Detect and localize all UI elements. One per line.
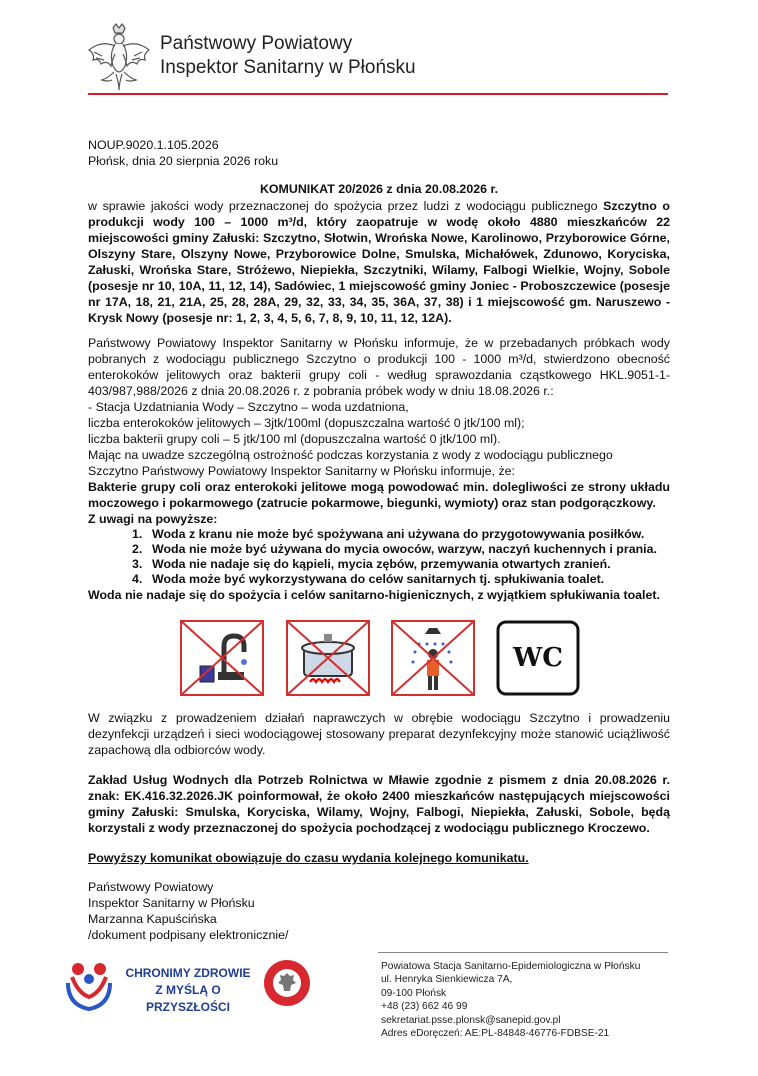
header-title-line1: Państwowy Powiatowy	[160, 33, 353, 54]
footer-divider	[378, 952, 668, 953]
body-findings	[88, 335, 670, 603]
header-title-line2: Inspektor Sanitarny w Płońsku	[160, 57, 416, 78]
wc-label: WC	[513, 643, 563, 673]
komunikat-title: KOMUNIKAT 20/2026 z dnia 20.08.2026 r.	[259, 182, 499, 196]
rule-item: 4. Woda może być wykorzystywana do celów sanitarnych tj. spłukiwania toalet.	[132, 572, 605, 586]
sample-point: - Stacja Uzdatniania Wody – Szczytno – woda uzdatniona,	[88, 400, 409, 414]
signature-line4: /dokument podpisany elektronicznie/	[88, 928, 289, 942]
footer-phone: +48 (23) 662 46 99	[381, 1001, 468, 1013]
slogan-line1: CHRONIMY ZDROWIE	[125, 966, 251, 980]
no-washing-pot-icon	[286, 620, 370, 696]
no-shower-icon	[391, 620, 475, 696]
enterococci-result: liczba enterokoków jelitowych – 3jtk/100ml (dopuszczalna wartość 0 jtk/100 ml);	[88, 416, 525, 430]
reference-number: NOUP.9020.1.105.2026	[88, 138, 219, 152]
slogan-line2: Z MYŚLĄ O PRZYSZŁOŚCI	[145, 983, 230, 1014]
footer-email[interactable]: sekretariat.psse.plonsk@sanepid.gov.pl	[381, 1014, 561, 1026]
document-meta	[88, 137, 278, 169]
rule-item: 3. Woda nie nadaje się do kąpieli, mycia zębów, przemywania otwartych zranień.	[132, 557, 611, 571]
validity-text: Powyższy komunikat obowiązuje do czasu wydania kolejnego komunikatu.	[88, 851, 529, 865]
place-date: Płońsk, dnia 20 sierpnia 2026 roku	[88, 154, 279, 168]
caution-line1: Mając na uwadze szczególną ostrożność podczas korzystania z wody z wodociągu publicznego	[88, 448, 613, 462]
footer-street: ul. Henryka Sienkiewicza 7A,	[381, 974, 513, 986]
signature-line3: Marzanna Kapuścińska	[88, 912, 217, 926]
signature-line1: Państwowy Powiatowy	[88, 880, 214, 894]
health-warning: Bakterie grupy coli oraz enterokoki jelitowe mogą powodować min. dolegliwości ze strony układu moczowego i pokarmowego (zatrucie pokarmowe, biegunki, wymioty) oraz stan podgorączkowy.	[88, 480, 670, 510]
alternate-supply-paragraph: Zakład Usług Wodnych dla Potrzeb Rolnictwa w Mławie zgodnie z pismem z dnia 20.08.2026 r. znak: EK.416.32.2026.JK poinformował, że około 2400 mieszkańców następujących miejscowości gminy Załuski: Smulska, Koryciska, Wilamy, Wojny, Falbogi, Niepiekła, Załuski, Sobole, będą korzystali z wody przeznaczonej do spożycia pochodzącej z wodociągu publicznego Kroczewo.	[88, 773, 670, 835]
header-title	[160, 32, 416, 80]
footer-postcode: 09-100 Płońsk	[381, 987, 447, 999]
signature-line2: Inspektor Sanitarny w Płońsku	[88, 896, 255, 910]
findings-paragraph: Państwowy Powiatowy Inspektor Sanitarny w Płońsku informuje, że w przebadanych próbkach wody pobranych z wodociągu publicznego Szczytno o produkcji 100 - 1000 m³/d, stwierdzono obecność enterokoków jelitowych oraz bakterii grupy coli - według sprawozdania cząstkowego HKL.9051-1-403/987,988/2026 z dnia 20.08.2026 r. z pobrania próbek wody w dniu 18.08.2026 r.:	[88, 336, 670, 398]
eagle-emblem-icon	[86, 22, 152, 92]
signature-block	[88, 879, 288, 943]
validity-notice	[88, 850, 670, 866]
wc-allowed-icon	[496, 620, 580, 696]
no-drinking-tap-icon	[180, 620, 264, 696]
intro-bold: Szczytno o produkcji wody 100 – 1000 m³/d, który zaopatruje w wodę około 4880 mieszkańców 22 miejscowości gminy Załuski: Szczytno, Słotwin, Wrońska Nowe, Karolinowo, Przyborowice Górne, Olszyny Stare, Olszyny Nowe, Przyborowice Dolne, Smulska, Michałówek, Zdunowo, Koryciska, Załuski, Wrońska Stare, Stróżewo, Niepiekła, Szczytniki, Wilamy, Falbogi Wielkie, Wojny, Sobole (posesje nr 10, 10A, 11, 12, 14), Sadówiec, 1 miejscowość gminy Joniec - Proboszczewice (posesje nr 17A, 18, 21, 21A, 25, 28, 28A, 29, 32, 33, 34, 35, 36A, 37, 38) i 1 miejscowość gm. Naruszewo - Krysk Nowy (posesje nr: 1, 2, 3, 4, 5, 6, 7, 8, 9, 10, 11, 12, 12A).	[88, 199, 670, 325]
usage-summary: Woda nie nadaje się do spożycia i celów sanitarno-higienicznych, z wyjątkiem spłukiwania toalet.	[88, 588, 660, 602]
rule-item: 2. Woda nie może być używana do mycia owoców, warzyw, naczyń kuchennych i prania.	[132, 542, 657, 556]
intro-normal: w sprawie jakości wody przeznaczonej do spożycia przez ludzi z wodociągu publicznego	[88, 199, 604, 213]
disinfection-paragraph: W związku z prowadzeniem działań naprawczych w obrębie wodociągu Szczytno i prowadzeniu dezynfekcji urządzeń i sieci wodociągowej stosowany preparat dezynfekcyjny może stanowić uciążliwość zapachową dla odbiorców wody.	[88, 711, 670, 757]
rule-item: 1. Woda z kranu nie może być spożywana ani używana do przygotowywania posiłków.	[132, 527, 645, 541]
rules-list	[88, 527, 670, 587]
footer-org: Powiatowa Stacja Sanitarno-Epidemiologiczna w Płońsku	[381, 961, 641, 972]
komunikat-intro	[88, 198, 670, 326]
coliform-result: liczba bakterii grupy coli – 5 jtk/100 ml (dopuszczalna wartość 0 jtk/100 ml).	[88, 432, 501, 446]
sanitary-inspection-seal-icon	[262, 958, 312, 1008]
footer-edoreczenia: Adres eDoręczeń: AE:PL-84848-46776-FDBSE-21	[381, 1028, 610, 1040]
given-heading: Z uwagi na powyższe:	[88, 512, 218, 526]
slogan	[118, 965, 258, 1016]
family-logo-icon	[64, 955, 114, 1011]
footer-address	[381, 960, 640, 1040]
caution-line2: Szczytno Państwowy Powiatowy Inspektor Sanitarny w Płońsku informuje, że:	[88, 464, 515, 478]
header-divider	[88, 93, 668, 95]
